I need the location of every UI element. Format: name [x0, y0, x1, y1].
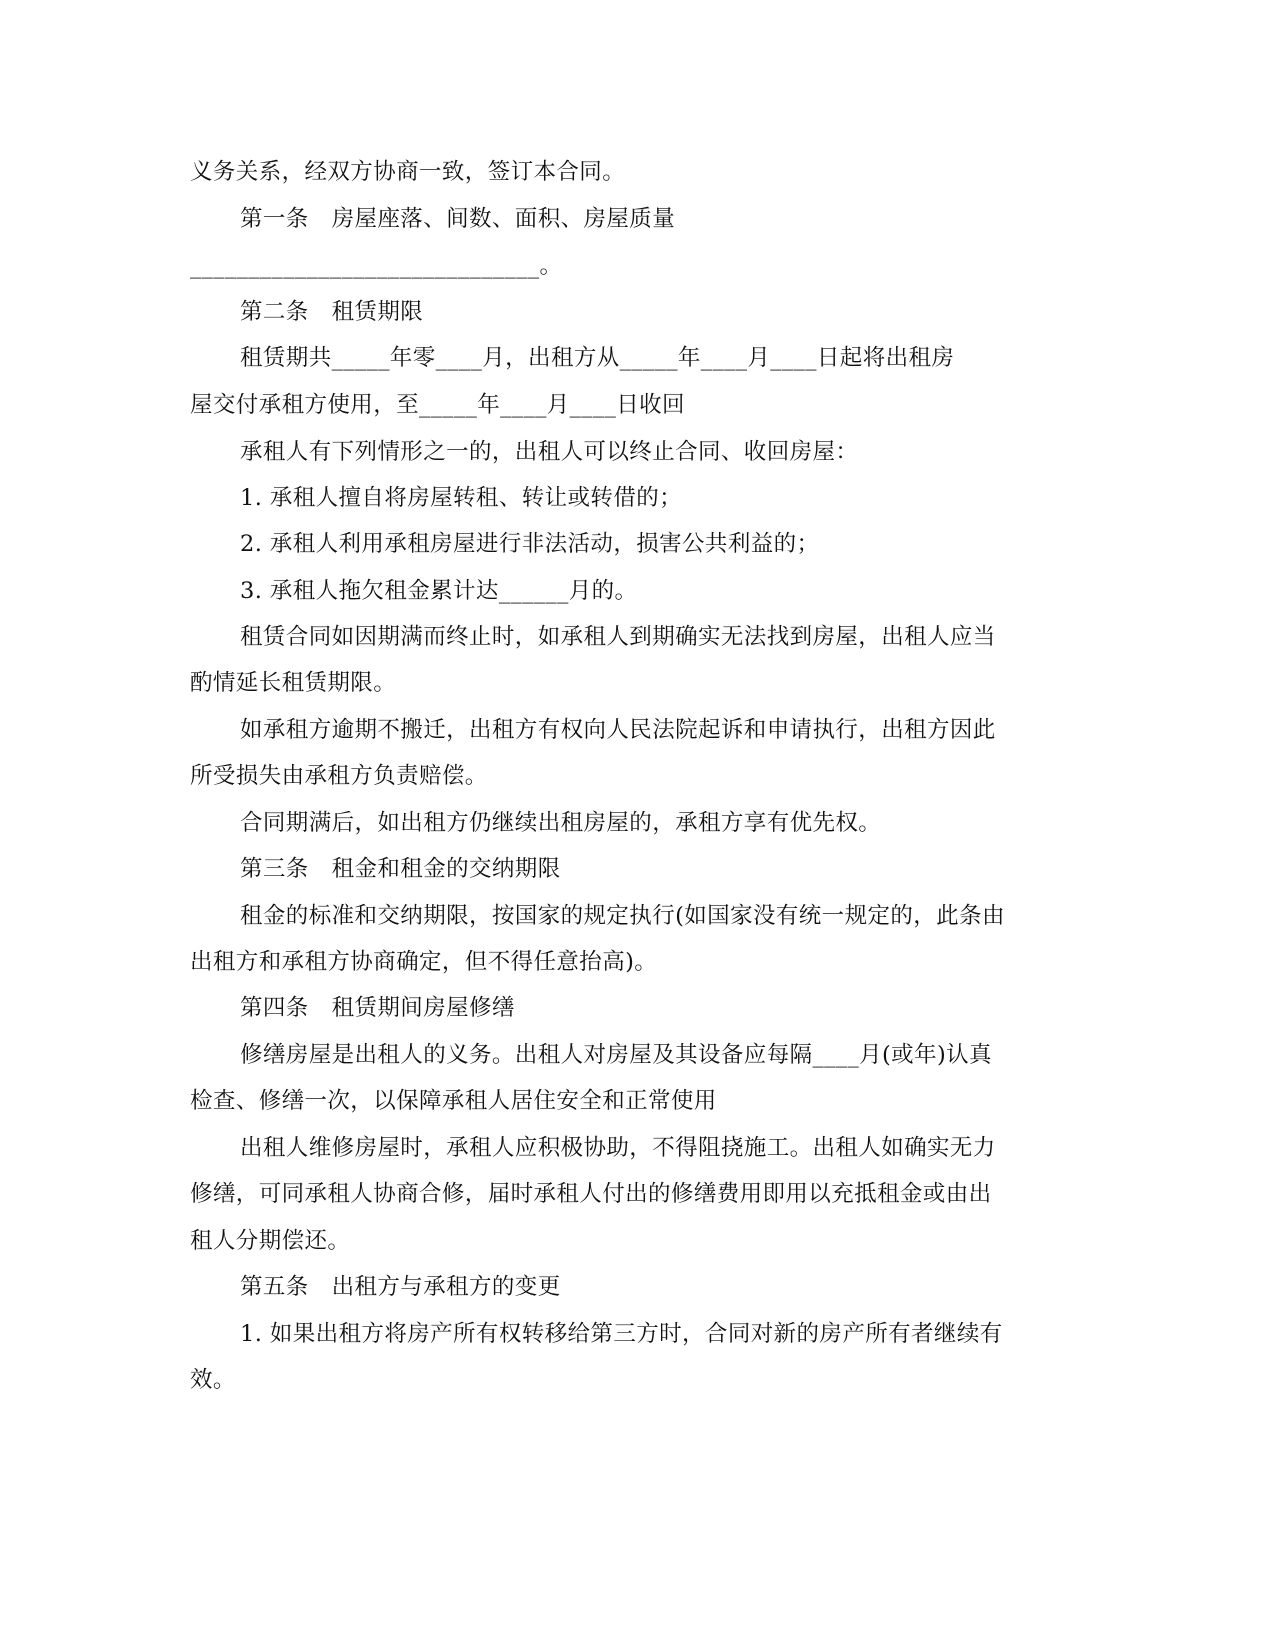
text-line: 租赁期共_____年零____月，出租方从_____年____月____日起将出租房 [240, 345, 955, 371]
text-line: 承租人有下列情形之一的，出租人可以终止合同、收回房屋： [240, 439, 859, 465]
text-line: 屋交付承租方使用，至_____年____月____日收回 [190, 392, 685, 418]
text-line: 检查、修缮一次，以保障承租人居住安全和正常使用 [190, 1088, 717, 1114]
article-heading: 第四条 租赁期间房屋修缮 [240, 995, 515, 1021]
text-line: 租赁合同如因期满而终止时，如承租人到期确实无法找到房屋，出租人应当 [240, 624, 996, 650]
text-line: 义务关系，经双方协商一致，签订本合同。 [190, 159, 626, 185]
text-line: 合同期满后，如出租方仍继续出租房屋的，承租方享有优先权。 [240, 810, 882, 836]
blank-fill-line: ______________________________。 [190, 253, 563, 279]
text-line: 租人分期偿还。 [190, 1228, 351, 1254]
text-line: 出租方和承租方协商确定，但不得任意抬高)。 [190, 949, 658, 975]
list-item: 2. 承租人利用承租房屋进行非法活动，损害公共利益的； [240, 531, 820, 557]
article-heading: 第二条 租赁期限 [240, 299, 424, 325]
text-line: 所受损失由承租方负责赔偿。 [190, 763, 488, 789]
text-line: 如承租方逾期不搬迁，出租方有权向人民法院起诉和申请执行，出租方因此 [240, 717, 996, 743]
text-line: 租金的标准和交纳期限，按国家的规定执行(如国家没有统一规定的，此条由 [240, 903, 1005, 929]
text-line: 效。 [190, 1367, 236, 1393]
text-line: 修缮房屋是出租人的义务。出租人对房屋及其设备应每隔____月(或年)认真 [240, 1042, 992, 1068]
text-line: 修缮，可同承租人协商合修，届时承租人付出的修缮费用即用以充抵租金或由出 [190, 1181, 992, 1207]
article-heading: 第五条 出租方与承租方的变更 [240, 1274, 561, 1300]
list-item: 3. 承租人拖欠租金累计达______月的。 [240, 578, 638, 604]
text-line: 酌情延长租赁期限。 [190, 670, 397, 696]
article-heading: 第一条 房屋座落、间数、面积、房屋质量 [240, 206, 676, 232]
article-heading: 第三条 租金和租金的交纳期限 [240, 856, 561, 882]
list-item: 1. 承租人擅自将房屋转租、转让或转借的； [240, 485, 683, 511]
list-item: 1. 如果出租方将房产所有权转移给第三方时，合同对新的房产所有者继续有 [240, 1321, 1003, 1347]
text-line: 出租人维修房屋时，承租人应积极协助，不得阻挠施工。出租人如确实无力 [240, 1135, 996, 1161]
